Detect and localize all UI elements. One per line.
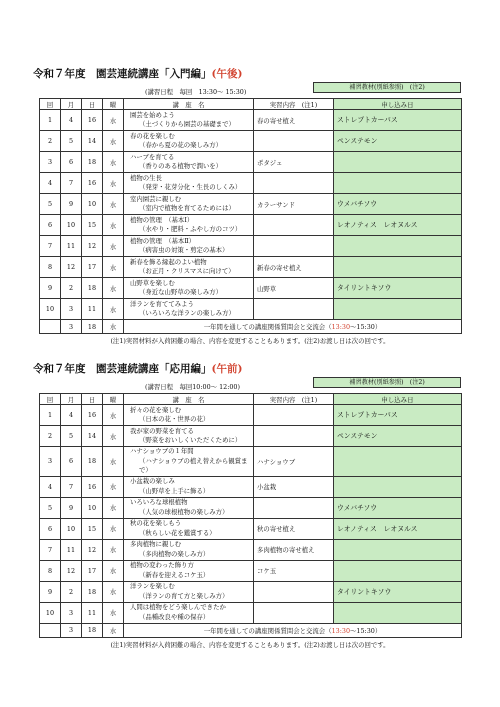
- lecture-title: 植物の変わった飾り方: [130, 561, 194, 569]
- cell-day: 18: [82, 152, 103, 173]
- cell-month: 10: [61, 518, 82, 539]
- cell-weekday: 水: [103, 581, 124, 602]
- cell-month: 11: [61, 236, 82, 257]
- cell-practice: 小盆栽: [254, 476, 334, 497]
- header-kai: 回: [40, 394, 61, 405]
- header-day: 日: [82, 99, 103, 110]
- table-row: [40, 497, 462, 518]
- cell-month: 2: [61, 278, 82, 299]
- lecture-subtitle: （野菜をおいしくいただくために）: [139, 436, 242, 444]
- lecture-title: いろいろな球根植物: [130, 498, 188, 506]
- lecture-subtitle: （秋らしい花を鑑賞する）: [139, 528, 216, 537]
- cell-kai: 5: [40, 194, 61, 215]
- lecture-subtitle: （ハナショウブの植え替えから観賞まで）: [139, 456, 248, 474]
- cell-practice: ハナショウブ: [254, 447, 334, 477]
- cell-weekday: 水: [103, 426, 124, 447]
- table-row: [40, 476, 462, 497]
- lecture-title: 洋ランを育ててみよう: [130, 299, 194, 308]
- cell-material: ストレプトカーパス: [334, 405, 462, 426]
- schedule-text: (講習日程 毎回10:00～ 12:00): [145, 383, 240, 391]
- cell-practice: [254, 215, 334, 236]
- cell-kai: 10: [40, 299, 61, 320]
- cell-material: [334, 236, 462, 257]
- cell-weekday: 水: [103, 257, 124, 278]
- lecture-title: 多肉植物に親しむ: [130, 540, 182, 548]
- section-oyo: [33, 361, 461, 649]
- header-row: [40, 99, 462, 110]
- lecture-subtitle: （春から夏の花の楽しみ方）: [139, 141, 223, 149]
- cell-practice: 新春の寄せ植え: [254, 257, 334, 278]
- cell-lecture: [124, 131, 254, 152]
- table-row: [40, 426, 462, 447]
- cell-day: 15: [82, 518, 103, 539]
- cell-practice: 春の寄せ植え: [254, 110, 334, 131]
- cell-kai: 9: [40, 278, 61, 299]
- table-row: [40, 131, 462, 152]
- title-main: 令和７年度 園芸連続講座「応用編」: [33, 363, 212, 375]
- cell-kai: 6: [40, 518, 61, 539]
- cell-lecture: [124, 560, 254, 581]
- cell-kai: 3: [40, 447, 61, 477]
- cell-weekday: 水: [103, 623, 124, 637]
- cell-weekday: 水: [103, 447, 124, 477]
- course-table: [39, 393, 462, 638]
- cell-material: [334, 257, 462, 278]
- cell-day: 12: [82, 539, 103, 560]
- cell-lecture: [124, 518, 254, 539]
- lecture-title: 人間は植物をどう楽しんできたか: [130, 603, 226, 611]
- cell-day: 10: [82, 194, 103, 215]
- header-application-date: 申し込み日: [334, 394, 462, 405]
- cell-material: [334, 539, 462, 560]
- cell-kai: 6: [40, 215, 61, 236]
- cell-kai: 5: [40, 497, 61, 518]
- cell-kai: 1: [40, 405, 61, 426]
- cell-practice: ポタジェ: [254, 152, 334, 173]
- table-row: [40, 581, 462, 602]
- header-weekday: 曜: [103, 99, 124, 110]
- cell-material: [334, 299, 462, 320]
- table-row: [40, 560, 462, 581]
- cell-material: タイリントキソウ: [334, 278, 462, 299]
- table-row-final: [40, 623, 462, 637]
- summary-text: 一年間を通しての講座関係質問会と交流会（: [203, 323, 332, 331]
- cell-lecture: [124, 110, 254, 131]
- cell-month: 12: [61, 257, 82, 278]
- cell-kai: 8: [40, 257, 61, 278]
- title-main: 令和７年度 園芸連続講座「入門編」: [33, 68, 212, 80]
- summary-time-red: 13:30: [331, 626, 351, 635]
- table-row: [40, 405, 462, 426]
- table-row: [40, 236, 462, 257]
- table-row: [40, 602, 462, 623]
- cell-month: 11: [61, 539, 82, 560]
- cell-day: 14: [82, 131, 103, 152]
- lecture-title: ハナショウブの１年間: [130, 447, 194, 455]
- cell-practice: [254, 236, 334, 257]
- cell-practice: [254, 299, 334, 320]
- cell-day: 18: [82, 447, 103, 477]
- cell-lecture: [124, 426, 254, 447]
- lecture-subtitle: （新春を迎えるコケ玉）: [139, 570, 210, 579]
- section-nyumon: [33, 66, 461, 345]
- cell-practice: [254, 602, 334, 623]
- header-application-date: 申し込み日: [334, 99, 462, 110]
- lecture-title: 室内園芸に親しむ: [130, 194, 182, 203]
- cell-lecture: [124, 497, 254, 518]
- cell-day: 16: [82, 173, 103, 194]
- cell-weekday: 水: [103, 173, 124, 194]
- cell-lecture: [124, 278, 254, 299]
- table-row: [40, 257, 462, 278]
- cell-day: 12: [82, 236, 103, 257]
- title-time-accent: (午後): [211, 68, 243, 80]
- cell-day: 16: [82, 405, 103, 426]
- lecture-title: ハーブを育てる: [130, 152, 175, 161]
- cell-lecture: [124, 405, 254, 426]
- table-row: [40, 152, 462, 173]
- cell-day: 16: [82, 476, 103, 497]
- cell-month: 3: [61, 602, 82, 623]
- header-lecture: 講 座 名: [124, 394, 254, 405]
- cell-month: 3: [61, 623, 82, 637]
- cell-month: 4: [61, 110, 82, 131]
- cell-material: [334, 560, 462, 581]
- cell-weekday: 水: [103, 539, 124, 560]
- section-title: [33, 66, 242, 81]
- cell-practice: [254, 131, 334, 152]
- cell-weekday: 水: [103, 194, 124, 215]
- cell-material: [334, 173, 462, 194]
- cell-day: 18: [82, 623, 103, 637]
- cell-lecture: [124, 581, 254, 602]
- cell-practice: [254, 497, 334, 518]
- header-month: 月: [61, 99, 82, 110]
- header-month: 月: [61, 394, 82, 405]
- cell-practice: コケ玉: [254, 560, 334, 581]
- lecture-subtitle: （土づくりから園芸の基礎まで）: [139, 120, 235, 128]
- cell-summary: [124, 320, 462, 334]
- cell-weekday: 水: [103, 497, 124, 518]
- lecture-title: 園芸を始めよう: [130, 110, 175, 119]
- table-row: [40, 539, 462, 560]
- cell-weekday: 水: [103, 278, 124, 299]
- lecture-subtitle: （水やり・肥料・ふやし方のコツ）: [139, 225, 242, 233]
- table-row: [40, 518, 462, 539]
- cell-day: 14: [82, 426, 103, 447]
- cell-weekday: 水: [103, 236, 124, 257]
- cell-weekday: 水: [103, 215, 124, 236]
- cell-month: 5: [61, 426, 82, 447]
- lecture-subtitle: （身近な山野草の楽しみ方）: [139, 288, 223, 296]
- table-row: [40, 194, 462, 215]
- lecture-subtitle: （発芽・花芽分化・生長のしくみ）: [139, 183, 242, 191]
- lecture-title: 山野草を楽しむ: [130, 278, 175, 287]
- header-row: [40, 394, 462, 405]
- cell-day: 11: [82, 602, 103, 623]
- lecture-title: 小盆栽の楽しみ: [130, 477, 175, 485]
- cell-practice: 秋の寄せ植え: [254, 518, 334, 539]
- cell-day: 18: [82, 581, 103, 602]
- lecture-subtitle: （多肉植物の楽しみ方）: [139, 549, 210, 558]
- cell-material: ウメバチソウ: [334, 194, 462, 215]
- lecture-title: 洋ランを楽しむ: [130, 582, 175, 590]
- cell-lecture: [124, 299, 254, 320]
- table-row-final: [40, 320, 462, 334]
- header-practice: 実習内容 (注1): [254, 99, 334, 110]
- schedule-row: [39, 86, 461, 98]
- cell-material: レオノティス レオヌルス: [334, 215, 462, 236]
- cell-material: レオノティス レオヌルス: [334, 518, 462, 539]
- cell-weekday: 水: [103, 320, 124, 334]
- cell-lecture: [124, 236, 254, 257]
- table-row: [40, 110, 462, 131]
- cell-month: 12: [61, 560, 82, 581]
- cell-practice: [254, 426, 334, 447]
- lecture-subtitle: （室内で植物を育てるためには）: [139, 204, 235, 212]
- header-weekday: 曜: [103, 394, 124, 405]
- cell-kai: 10: [40, 602, 61, 623]
- cell-kai: 2: [40, 131, 61, 152]
- cell-weekday: 水: [103, 602, 124, 623]
- cell-month: 5: [61, 131, 82, 152]
- cell-kai: [40, 320, 61, 334]
- cell-lecture: [124, 194, 254, 215]
- cell-month: 9: [61, 194, 82, 215]
- table-row: [40, 173, 462, 194]
- cell-day: 11: [82, 299, 103, 320]
- cell-month: 3: [61, 299, 82, 320]
- cell-lecture: [124, 447, 254, 477]
- lecture-title: 植物の管理 （基本Ⅰ）: [130, 215, 194, 224]
- summary-text-end: ～15:30）: [350, 626, 382, 635]
- cell-kai: 1: [40, 110, 61, 131]
- course-table: [39, 98, 462, 334]
- cell-day: 16: [82, 110, 103, 131]
- cell-month: 9: [61, 497, 82, 518]
- section-title: [33, 361, 242, 376]
- cell-lecture: [124, 173, 254, 194]
- cell-month: 7: [61, 476, 82, 497]
- cell-practice: カラーサンド: [254, 194, 334, 215]
- cell-material: [334, 152, 462, 173]
- cell-material: タイリントキソウ: [334, 581, 462, 602]
- cell-month: 10: [61, 215, 82, 236]
- table-row: [40, 215, 462, 236]
- cell-practice: 山野草: [254, 278, 334, 299]
- lecture-title: 植物の管理 （基本Ⅱ）: [130, 236, 196, 245]
- cell-lecture: [124, 152, 254, 173]
- lecture-subtitle: （洋ランの育て方と楽しみ方）: [139, 591, 229, 600]
- cell-day: 15: [82, 215, 103, 236]
- lecture-subtitle: （山野草を上手に飾る）: [139, 486, 210, 495]
- cell-day: 17: [82, 257, 103, 278]
- cell-weekday: 水: [103, 152, 124, 173]
- cell-material: [334, 476, 462, 497]
- cell-summary: [124, 623, 462, 637]
- cell-kai: 4: [40, 173, 61, 194]
- cell-material: [334, 447, 462, 477]
- cell-practice: 多肉植物の寄せ植え: [254, 539, 334, 560]
- summary-text: 一年間を通しての講座関係質問会と交流会（: [203, 626, 332, 635]
- lecture-subtitle: （人気の球根植物の楽しみ方）: [139, 507, 229, 516]
- cell-weekday: 水: [103, 560, 124, 581]
- cell-weekday: 水: [103, 299, 124, 320]
- footnote: (注1)実習材料が入荷困難の場合、内容を変更することもあります。(注2)お渡し日は次の回です。: [110, 337, 390, 345]
- cell-lecture: [124, 602, 254, 623]
- header-practice: 実習内容 (注1): [254, 394, 334, 405]
- lecture-title: 秋の花を楽しもう: [130, 519, 182, 527]
- cell-weekday: 水: [103, 405, 124, 426]
- cell-month: 7: [61, 173, 82, 194]
- header-kai: 回: [40, 99, 61, 110]
- cell-day: 17: [82, 560, 103, 581]
- title-time-accent: (午前): [211, 363, 243, 375]
- schedule-text: (講習日程 毎回 13:30～ 15:30): [145, 88, 247, 96]
- cell-material: ストレプトカーパス: [334, 110, 462, 131]
- supplementary-material-header: 補習教材(別紙参照) (注2): [313, 377, 461, 388]
- cell-kai: 9: [40, 581, 61, 602]
- cell-practice: [254, 405, 334, 426]
- lecture-title: 植物の生長: [130, 173, 162, 182]
- header-day: 日: [82, 394, 103, 405]
- cell-material: ウメバチソウ: [334, 497, 462, 518]
- schedule-row: [39, 381, 461, 393]
- cell-kai: [40, 623, 61, 637]
- cell-day: 10: [82, 497, 103, 518]
- cell-weekday: 水: [103, 131, 124, 152]
- cell-lecture: [124, 215, 254, 236]
- table-row: [40, 278, 462, 299]
- lecture-subtitle: （香りのある植物で潤いを）: [139, 162, 223, 170]
- table-row: [40, 447, 462, 477]
- cell-practice: [254, 173, 334, 194]
- lecture-title: 新春を飾る縁起のよい植物: [130, 257, 207, 266]
- table-row: [40, 299, 462, 320]
- cell-month: 6: [61, 152, 82, 173]
- cell-month: 6: [61, 447, 82, 477]
- lecture-title: 春の花を楽しむ: [130, 131, 175, 140]
- cell-month: 3: [61, 320, 82, 334]
- lecture-subtitle: （お正月・クリスマスに向けて）: [139, 267, 235, 275]
- summary-time-red: 13:30: [331, 323, 351, 331]
- lecture-subtitle: （品種改良や種の保存）: [139, 612, 210, 621]
- cell-lecture: [124, 539, 254, 560]
- cell-kai: 7: [40, 236, 61, 257]
- lecture-subtitle: （病害虫の対策・剪定の基本）: [139, 246, 229, 254]
- cell-kai: 4: [40, 476, 61, 497]
- cell-kai: 3: [40, 152, 61, 173]
- cell-material: ペンステモン: [334, 426, 462, 447]
- lecture-title: 折々の花を楽しむ: [130, 405, 182, 414]
- cell-weekday: 水: [103, 476, 124, 497]
- cell-month: 2: [61, 581, 82, 602]
- lecture-subtitle: （日本の花・世界の花）: [139, 415, 210, 423]
- cell-lecture: [124, 476, 254, 497]
- cell-day: 18: [82, 320, 103, 334]
- summary-text-end: ～15:30）: [350, 323, 382, 331]
- supplementary-material-header: 補習教材(別紙参照) (注2): [313, 82, 461, 93]
- cell-material: ペンステモン: [334, 131, 462, 152]
- cell-material: [334, 602, 462, 623]
- cell-weekday: 水: [103, 518, 124, 539]
- cell-practice: [254, 581, 334, 602]
- header-lecture: 講 座 名: [124, 99, 254, 110]
- cell-kai: 7: [40, 539, 61, 560]
- cell-kai: 2: [40, 426, 61, 447]
- cell-lecture: [124, 257, 254, 278]
- cell-day: 18: [82, 278, 103, 299]
- cell-month: 4: [61, 405, 82, 426]
- footnote: (注1)実習材料が入荷困難の場合、内容を変更することもあります。(注2)お渡し日は次の回です。: [110, 640, 390, 649]
- cell-weekday: 水: [103, 110, 124, 131]
- cell-kai: 8: [40, 560, 61, 581]
- lecture-title: 我が家の野菜を育てる: [130, 426, 194, 435]
- lecture-subtitle: （いろいろな洋ランの楽しみ方）: [139, 309, 235, 317]
